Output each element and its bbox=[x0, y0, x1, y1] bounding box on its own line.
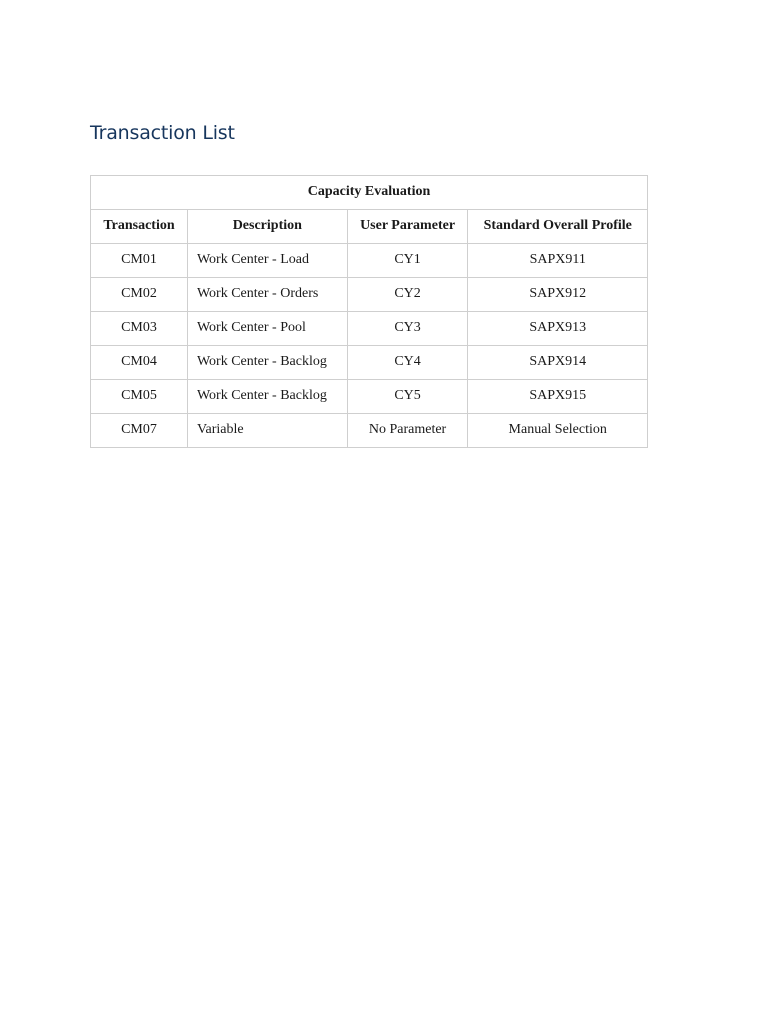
table-row bbox=[91, 346, 648, 380]
table-row bbox=[91, 312, 648, 346]
column-header-description: Description bbox=[187, 210, 347, 244]
cell-transaction: CM04 bbox=[91, 346, 188, 380]
cell-user-parameter: CY4 bbox=[347, 346, 468, 380]
table-row bbox=[91, 244, 648, 278]
table-header-row bbox=[91, 210, 648, 244]
table-caption: Capacity Evaluation bbox=[91, 176, 648, 210]
cell-user-parameter: CY3 bbox=[347, 312, 468, 346]
cell-user-parameter: CY1 bbox=[347, 244, 468, 278]
cell-transaction: CM01 bbox=[91, 244, 188, 278]
table-row bbox=[91, 414, 648, 448]
cell-profile: SAPX915 bbox=[468, 380, 648, 414]
transaction-table bbox=[90, 175, 648, 448]
cell-profile: SAPX911 bbox=[468, 244, 648, 278]
column-header-user-parameter: User Parameter bbox=[347, 210, 468, 244]
cell-user-parameter: CY5 bbox=[347, 380, 468, 414]
page-title: Transaction List bbox=[90, 122, 235, 144]
cell-description: Work Center - Pool bbox=[187, 312, 347, 346]
cell-description: Work Center - Backlog bbox=[187, 346, 347, 380]
table-caption-row bbox=[91, 176, 648, 210]
cell-user-parameter: CY2 bbox=[347, 278, 468, 312]
cell-user-parameter: No Parameter bbox=[347, 414, 468, 448]
column-header-profile: Standard Overall Profile bbox=[468, 210, 648, 244]
cell-description: Work Center - Load bbox=[187, 244, 347, 278]
cell-profile: SAPX912 bbox=[468, 278, 648, 312]
cell-description: Work Center - Orders bbox=[187, 278, 347, 312]
cell-description: Work Center - Backlog bbox=[187, 380, 347, 414]
column-header-transaction: Transaction bbox=[91, 210, 188, 244]
table-row bbox=[91, 380, 648, 414]
cell-profile: Manual Selection bbox=[468, 414, 648, 448]
cell-transaction: CM03 bbox=[91, 312, 188, 346]
cell-transaction: CM05 bbox=[91, 380, 188, 414]
cell-transaction: CM07 bbox=[91, 414, 188, 448]
cell-profile: SAPX914 bbox=[468, 346, 648, 380]
cell-transaction: CM02 bbox=[91, 278, 188, 312]
cell-profile: SAPX913 bbox=[468, 312, 648, 346]
cell-description: Variable bbox=[187, 414, 347, 448]
table-row bbox=[91, 278, 648, 312]
